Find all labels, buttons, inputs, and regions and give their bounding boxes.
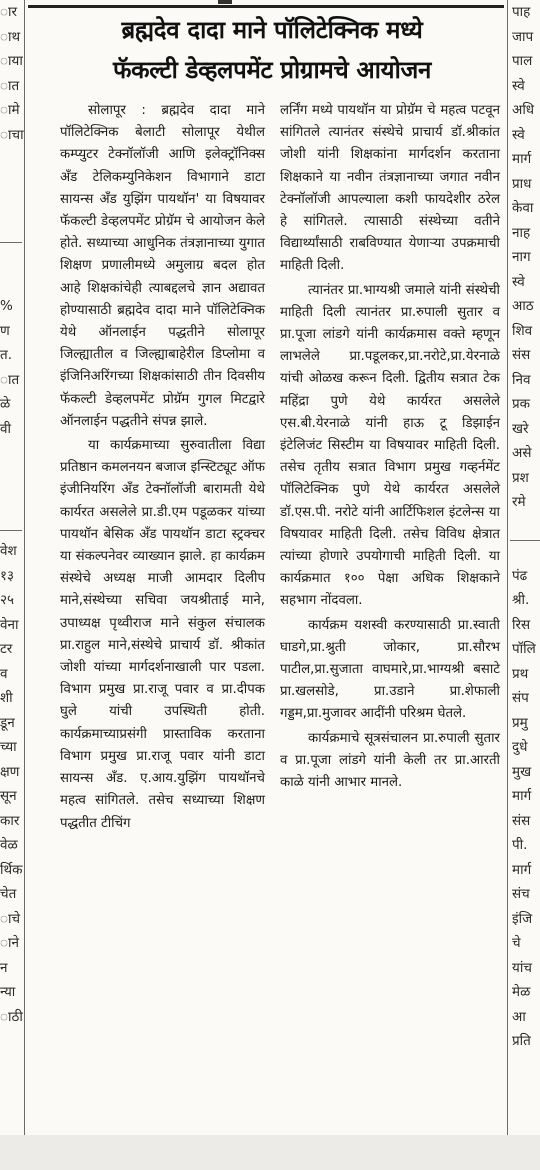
cropped-text-fragment: वेना [0, 616, 19, 633]
cropped-text-fragment [0, 490, 18, 515]
cropped-text-fragment: यांच [512, 959, 532, 976]
cropped-text-fragment: ात [0, 77, 20, 94]
article-column-2 [280, 100, 500, 794]
article-paragraph: त्यानंतर प्रा.भाग्यश्री जमाले यांनी संस्थेची माहिती दिली त्यानंतर प्रा.रुपाली सुतार व प्रा.पूजा लांडगे यांनी कार्यक्रमास वक्ते म्हणून लाभलेले प्रा.पडूलकर,प्रा.नरोटे,प्रा.येरनाळे यांची ओळख करून दिली. द्वितीय सत्रात टेक महिंद्रा पुणे येथे कार्यरत असलेले एस.बी.येरनाळे यांनी हाऊ टू डिझाईन इंटेलिजंट सिस्टीम या विषयावर माहिती दिली. तसेच तृतीय सत्रात विभाग प्रमुख गव्हर्नमेंट पॉलिटेक्निक पुणे येथे कार्यरत असलेले डॉ.एस.पी. नरोटे यांनी आर्टिफिशल इंटलेन्स या विषयावर माहिती दिली. तसेच विविध क्षेत्रात त्यांच्या होणारे उपयोगाची माहिती दिली. या कार्यक्रमात १०० पेक्षा अधिक शिक्षकाने सहभाग नोंदवला. [280, 282, 500, 609]
headline-top-rule [28, 5, 504, 8]
cropped-text-fragment: प्रथ [512, 665, 529, 682]
cropped-text-fragment: निव [512, 371, 531, 388]
cropped-text-fragment: रिस [512, 616, 531, 633]
left-fragment-rule-2 [0, 530, 22, 531]
cropped-text-fragment [512, 539, 540, 564]
cropped-text-fragment: स्वे [512, 77, 525, 94]
cropped-text-fragment: पी. [512, 837, 528, 853]
cropped-text-fragment [0, 270, 18, 295]
cropped-text-fragment: चेत [0, 886, 17, 902]
cropped-text-fragment: मार्ग [512, 788, 532, 804]
cropped-text-fragment: ाने [0, 935, 20, 951]
cropped-text-fragment: शिव [512, 322, 533, 339]
cropped-text-fragment: मार्ग [512, 861, 532, 878]
cropped-text-fragment: ळे [0, 396, 11, 412]
cropped-text-fragment [0, 515, 18, 540]
left-column-fragments [0, 0, 24, 1029]
cropped-text-fragment: ाया [0, 53, 23, 69]
headline-line-1: ब्रह्मदेव दादा माने पॉलिटेक्निक मध्ये [121, 16, 423, 44]
cropped-text-fragment: पॉलि [512, 641, 536, 657]
cropped-text-fragment [0, 172, 18, 197]
cropped-text-fragment: संच [512, 886, 530, 902]
cropped-text-fragment: टर [0, 641, 13, 657]
cropped-text-fragment: स्वे [512, 273, 525, 290]
cropped-text-fragment: प्रमु [512, 714, 528, 731]
cropped-text-fragment: खरे [512, 420, 529, 437]
cropped-text-fragment: संस [512, 812, 531, 829]
cropped-text-fragment: मार्ग [512, 151, 532, 167]
cropped-text-fragment: केवा [512, 200, 534, 216]
cropped-text-fragment [0, 441, 18, 466]
cropped-text-fragment: स्वे [512, 126, 525, 143]
cropped-text-fragment: जाप [512, 28, 534, 45]
article-paragraph: लर्निंग मध्ये पायथॉन या प्रोग्रॅम चे महत्व पटवून सांगितले त्यानंतर संस्थेचे प्राचार्य डॉ.श्रीकांत जोशी यांनी शिक्षकांना मार्गदर्शन करताना शिक्षकाने या नवीन तंत्रज्ञानाच्या जगात नवीन टेक्नॉलॉजी आपल्याला कशी फायदेशीर ठरेल हे सांगितले. त्यासाठी संस्थेच्या वतीने विद्यार्थ्यांसाठी राबविण्यात येणाऱ्या उपक्रमाची माहिती दिली. [280, 103, 500, 274]
article-paragraph: या कार्यक्रमाच्या सुरुवातीला विद्या प्रतिष्ठान कमलनयन बजाज इन्स्टिट्यूट ऑफ इंजीनियरिंग अँड टेक्नॉलॉजी बारामती येथे कार्यरत असलेले प्रा.डी.एम पडूळकर यांच्या पायथॉन बेसिक अँड पायथॉन डाटा स्ट्रक्चर या संकल्पनेवर व्याख्यान झाले. हा कार्यक्रम संस्थेचे अध्यक्ष माजी आमदार दिलीप माने,संस्थेच्या सचिवा जयश्रीताई माने, उपाध्यक्ष पृथ्वीराज माने संकुल संचालक प्रा.राहुल माने,संस्थेचे प्राचार्य डॉ. श्रीकांत जोशी यांच्या मार्गदर्शनाखाली पार पडला. विभाग प्रमुख प्रा.राजू पवार व प्रा.दीपक घुले यांची उपस्थिती होती. कार्यक्रमाच्याप्रसंगी प्रास्ताविक करताना विभाग प्रमुख प्रा.राजू पवार यांनी डाटा सायन्स अँड. ए.आय.युझिंग पायथॉनचे महत्व सांगितले. तसेच सध्याच्या शिक्षण पद्धतीत टीचिंग [60, 438, 265, 831]
cropped-text-fragment [0, 147, 18, 172]
cropped-text-fragment: र्थिक [0, 861, 23, 878]
cropped-text-fragment: दुधे [512, 739, 528, 755]
cropped-text-fragment: प्रश [512, 469, 529, 486]
cropped-text-fragment: आ [512, 1008, 526, 1025]
cropped-text-fragment: अधि [512, 102, 535, 118]
cropped-text-fragment: असे [512, 445, 532, 461]
cropped-text-fragment: व [0, 665, 8, 682]
cropped-text-fragment: पाल [512, 53, 533, 69]
article-paragraph: कार्यक्रमाचे सूत्रसंचालन प्रा.रुपाली सुतार व प्रा.पूजा लांडगे यांनी केली तर प्रा.आरती काळे यांनी आभार मानले. [280, 730, 500, 791]
headline [30, 10, 514, 90]
cropped-text-fragment: नाग [512, 249, 531, 265]
cropped-text-fragment: वेळ [0, 837, 18, 853]
cropped-text-fragment: पाह [512, 4, 531, 20]
bottom-margin [0, 1135, 540, 1170]
right-column-rule [507, 0, 508, 1135]
cropped-text-fragment: च्या [0, 739, 17, 755]
article-paragraph: कार्यक्रम यशस्वी करण्यासाठी प्रा.स्वाती घाडगे,प्रा.श्रुती जोकार, प्रा.सौरभ पाटील,प्रा.सुजाता वाघमारे,प्रा.भाग्यश्री बसाटे प्रा.खलसोडे, प्रा.उडाने प्रा.शेफाली गड्डम,प्रा.मुजावर आदींनी परिश्रम घेतले. [280, 617, 500, 722]
cropped-text-fragment: ण [0, 322, 10, 339]
cropped-text-fragment [512, 515, 540, 540]
cropped-text-fragment [0, 196, 18, 221]
cropped-text-fragment: ार [0, 4, 18, 20]
cropped-text-fragment: वी [0, 420, 12, 437]
cropped-text-fragment: त. [0, 347, 12, 363]
cropped-text-fragment: प्रक [512, 396, 531, 412]
cropped-text-fragment: मेळ [512, 984, 531, 1000]
cropped-text-fragment: २५ [0, 592, 15, 608]
cropped-text-fragment: आठ [512, 298, 534, 314]
cropped-text-fragment: संस [512, 347, 531, 363]
cropped-text-fragment: पंढ [512, 567, 528, 584]
cropped-text-fragment: न [0, 959, 8, 976]
cropped-text-fragment: न्या [0, 984, 16, 1000]
cropped-text-fragment: शी [0, 690, 13, 706]
cropped-text-fragment: क्षण [0, 763, 20, 780]
cropped-text-fragment: सून [0, 788, 17, 804]
cropped-text-fragment: वेश [0, 543, 17, 559]
cropped-text-fragment: कार [0, 812, 20, 829]
cropped-text-fragment [0, 245, 18, 270]
headline-line-2: फॅकल्टी डेव्हलपमेंट प्रोग्रामचे आयोजन [112, 56, 432, 84]
article-column-1 [60, 100, 265, 835]
cropped-text-fragment: ात [0, 371, 20, 388]
cropped-text-fragment: डून [0, 714, 15, 731]
cropped-text-fragment: ाथ [0, 28, 21, 45]
cropped-text-fragment: रमे [512, 494, 526, 510]
cropped-text-fragment: ाचे [0, 910, 21, 927]
article-paragraph: सोलापूर : ब्रह्मदेव दादा माने पॉलिटेक्निक बेलाटी सोलापूर येथील कम्प्युटर टेक्नॉलॉजी आणि इलेक्ट्रॉनिक्स अँड टेलिकम्युनिकेशन विभागाने डाटा सायन्स अँड युझिंग पायथॉन' या विषयावर फॅकल्टी डेव्हलपमेंट प्रोग्रॅम चे आयोजन केले होते. सध्याच्या आधुनिक तंत्रज्ञानाच्या युगात शिक्षण प्रणालीमध्ये अमुलाग्र बदल होत आहे शिक्षकांचेही त्याबद्दलचे ज्ञान अद्यावत होण्यासाठी ब्रह्मदेव दादा माने पॉलिटेक्निक येथे ऑनलाईन पद्धतीने सोलापूर जिल्ह्यातील व जिल्ह्याबाहेरील डिप्लोमा व इंजिनिअरिंगच्या शिक्षकांसाठी तीन दिवसीय फॅकल्टी डेव्हलपमेंट प्रोग्रॅम गुगल मिटद्वारे ऑनलाईन पद्धतीने संपन्न झाले. [60, 103, 265, 429]
right-fragment-rule [510, 540, 540, 541]
cropped-text-fragment: ामे [0, 102, 20, 118]
cropped-text-fragment: ाठी [0, 1008, 23, 1025]
cropped-text-fragment: नाह [512, 224, 531, 241]
cropped-text-fragment: चे [512, 935, 521, 951]
right-column-fragments [512, 0, 540, 1054]
left-fragment-rule [0, 242, 22, 243]
cropped-text-fragment: संप [512, 690, 529, 706]
cropped-text-fragment: इंजि [512, 910, 533, 927]
cropped-text-fragment: १३ [0, 567, 15, 584]
cropped-text-fragment [0, 466, 18, 491]
cropped-text-fragment: प्रति [512, 1033, 531, 1049]
cropped-text-fragment: मुख [512, 763, 532, 780]
cropped-text-fragment: ाचा [0, 126, 24, 143]
cropped-text-fragment: % [0, 298, 13, 314]
cropped-text-fragment: श्री. [512, 592, 530, 608]
top-dash [218, 0, 232, 4]
cropped-text-fragment: प्राध [512, 175, 532, 192]
left-column-rule [24, 0, 25, 1135]
